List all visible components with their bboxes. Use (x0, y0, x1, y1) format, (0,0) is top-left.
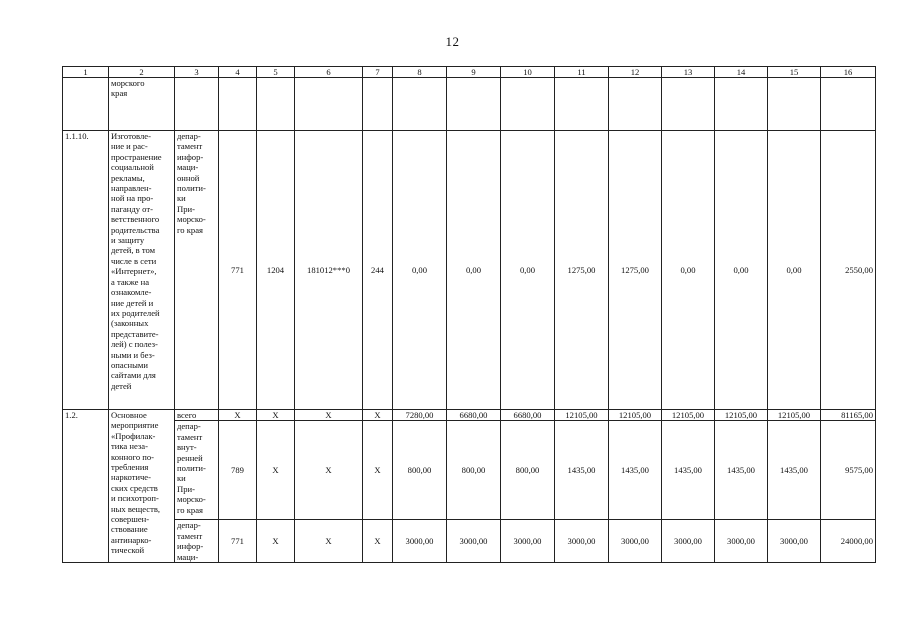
amount-cell: 1435,00 (715, 421, 768, 520)
measure-name: Основное мероприятие «Профилак- тика неза- конного по- требления наркотиче- ских средств и психотроп- ных веществ, совершен- ствование антинарко- тической (109, 410, 175, 563)
amount-cell: 3000,00 (555, 520, 609, 563)
table-cell (257, 78, 295, 131)
table-cell (821, 78, 876, 131)
grbs-code: 789 (219, 421, 257, 520)
table-cell (768, 78, 821, 131)
amount-total-cell: 81165,00 (821, 410, 876, 421)
grbs-code: 771 (219, 131, 257, 410)
amount-cell: 1275,00 (555, 131, 609, 410)
table-row-1-1-10 (63, 131, 876, 410)
amount-cell: 3000,00 (715, 520, 768, 563)
table-row-continuation (63, 78, 876, 131)
table-cell (662, 78, 715, 131)
amount-cell: 1435,00 (768, 421, 821, 520)
amount-cell: 3000,00 (501, 520, 555, 563)
amount-cell: 6680,00 (501, 410, 555, 421)
amount-cell: 6680,00 (447, 410, 501, 421)
amount-cell: 0,00 (768, 131, 821, 410)
section-code: Х (257, 410, 295, 421)
amount-cell: 3000,00 (447, 520, 501, 563)
target-article-code: 181012***0 (295, 131, 363, 410)
section-code: Х (257, 520, 295, 563)
table-cell (363, 78, 393, 131)
header-cell: 8 (393, 67, 447, 78)
executor: депар- тамент внут- ренней полити- ки При- морско- го края (175, 421, 219, 520)
table-cell-name: морского края (109, 78, 175, 131)
table-row-1-2-total (63, 410, 876, 421)
amount-cell: 1435,00 (662, 421, 715, 520)
header-cell: 4 (219, 67, 257, 78)
header-cell: 10 (501, 67, 555, 78)
amount-cell: 0,00 (447, 131, 501, 410)
amount-cell: 3000,00 (609, 520, 662, 563)
expense-type-code: Х (363, 410, 393, 421)
header-row (63, 67, 876, 78)
row-number: 1.2. (63, 410, 109, 563)
measure-name: Изготовле- ние и рас- пространение социальной рекламы, направлен- ной на про- паганду от- ветственного родительства и защиту детей, в том числе в сети «Интернет», а также на ознакомле- ние детей и их родителей (законных представите- лей) с полез- ными и без- опасными сайтами для детей (109, 131, 175, 410)
expense-type-code: Х (363, 421, 393, 520)
amount-total-cell: 24000,00 (821, 520, 876, 563)
amount-cell: 1435,00 (609, 421, 662, 520)
table-cell (393, 78, 447, 131)
header-cell: 7 (363, 67, 393, 78)
amount-cell: 3000,00 (768, 520, 821, 563)
executor: депар- тамент инфор- маци- (175, 520, 219, 563)
amount-cell: 800,00 (501, 421, 555, 520)
header-cell: 14 (715, 67, 768, 78)
header-cell: 6 (295, 67, 363, 78)
amount-cell: 800,00 (447, 421, 501, 520)
table-cell (609, 78, 662, 131)
expense-type-code: Х (363, 520, 393, 563)
header-cell: 5 (257, 67, 295, 78)
amount-cell: 3000,00 (662, 520, 715, 563)
table-cell (175, 78, 219, 131)
table-row-1-2-info-policy (63, 520, 876, 563)
header-cell: 1 (63, 67, 109, 78)
executor: всего (175, 410, 219, 421)
header-cell: 16 (821, 67, 876, 78)
table-cell (63, 78, 109, 131)
amount-cell: 12105,00 (662, 410, 715, 421)
amount-cell: 12105,00 (715, 410, 768, 421)
amount-cell: 0,00 (501, 131, 555, 410)
amount-cell: 800,00 (393, 421, 447, 520)
amount-cell: 12105,00 (768, 410, 821, 421)
table-cell (501, 78, 555, 131)
header-cell: 12 (609, 67, 662, 78)
amount-cell: 1435,00 (555, 421, 609, 520)
amount-cell: 3000,00 (393, 520, 447, 563)
target-article-code: Х (295, 421, 363, 520)
table-cell (295, 78, 363, 131)
header-cell: 11 (555, 67, 609, 78)
header-cell: 13 (662, 67, 715, 78)
amount-cell: 0,00 (715, 131, 768, 410)
target-article-code: Х (295, 520, 363, 563)
executor: депар- тамент инфор- маци- онной полити- ки При- морско- го края (175, 131, 219, 410)
expense-type-code: 244 (363, 131, 393, 410)
amount-cell: 12105,00 (555, 410, 609, 421)
grbs-code: 771 (219, 520, 257, 563)
section-code: 1204 (257, 131, 295, 410)
row-number: 1.1.10. (63, 131, 109, 410)
amount-cell: 1275,00 (609, 131, 662, 410)
header-cell: 15 (768, 67, 821, 78)
amount-total-cell: 9575,00 (821, 421, 876, 520)
grbs-code: Х (219, 410, 257, 421)
amount-cell: 0,00 (662, 131, 715, 410)
section-code: Х (257, 421, 295, 520)
header-cell: 3 (175, 67, 219, 78)
amount-cell: 7280,00 (393, 410, 447, 421)
budget-table (62, 66, 876, 563)
table-cell (219, 78, 257, 131)
table-cell (447, 78, 501, 131)
header-cell: 9 (447, 67, 501, 78)
page-number: 12 (445, 34, 460, 49)
table-row-1-2-internal-policy (63, 421, 876, 520)
amount-total-cell: 2550,00 (821, 131, 876, 410)
table-cell (715, 78, 768, 131)
target-article-code: Х (295, 410, 363, 421)
amount-cell: 0,00 (393, 131, 447, 410)
amount-cell: 12105,00 (609, 410, 662, 421)
header-cell: 2 (109, 67, 175, 78)
table-cell (555, 78, 609, 131)
